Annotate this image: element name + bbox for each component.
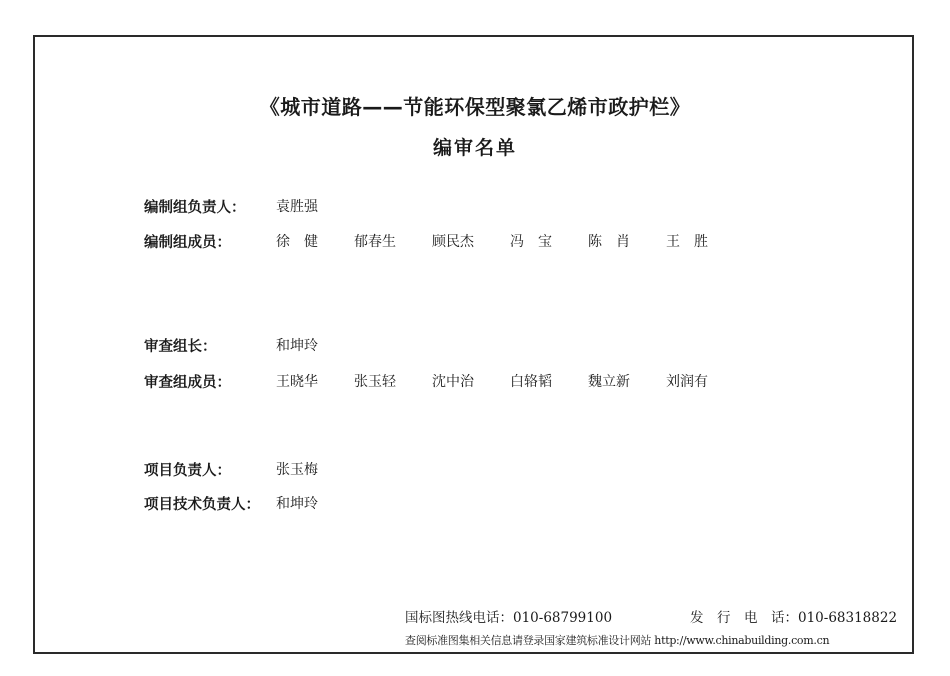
project-lead-names	[276, 459, 354, 479]
person-name: 袁胜强	[276, 199, 318, 215]
review-members-label: 审查组成员：	[144, 374, 231, 391]
person-name: 王 胜	[666, 234, 708, 250]
document-subtitle: 编审名单	[432, 137, 517, 159]
project-tech-lead-label: 项目技术负责人：	[144, 496, 260, 513]
person-name: 沈中治	[432, 374, 474, 390]
review-lead-names	[276, 335, 354, 355]
compile-lead-label: 编制组负责人：	[144, 199, 246, 216]
review-lead-row	[144, 334, 354, 356]
person-name: 魏立新	[588, 374, 630, 390]
issue-phone-text: 发 行 电 话：010-68318822	[690, 610, 898, 626]
person-name: 顾民杰	[432, 234, 474, 250]
project-tech-lead-names	[276, 493, 354, 513]
footer-phones	[405, 606, 897, 626]
document-title: 《城市道路——节能环保型聚氯乙烯市政护栏》	[259, 95, 691, 119]
person-name: 郁春生	[354, 234, 396, 250]
project-lead-row	[144, 458, 354, 480]
compile-members-row	[144, 230, 744, 252]
person-name: 和坤玲	[276, 496, 318, 512]
person-name: 徐 健	[276, 234, 318, 250]
person-name: 张玉轻	[354, 374, 396, 390]
compile-members-label: 编制组成员：	[144, 234, 231, 251]
person-name: 刘润有	[666, 374, 708, 390]
compile-members-names	[276, 231, 744, 251]
compile-lead-row	[144, 195, 354, 217]
person-name: 和坤玲	[276, 338, 318, 354]
person-name: 陈 肖	[588, 234, 630, 250]
project-tech-lead-row	[144, 492, 354, 514]
compile-lead-names	[276, 196, 354, 216]
person-name: 白辂韬	[510, 374, 552, 390]
project-lead-label: 项目负责人：	[144, 462, 231, 479]
hotline-text: 国标图热线电话：010-68799100	[405, 610, 613, 626]
review-lead-label: 审查组长：	[144, 338, 217, 355]
person-name: 王晓华	[276, 374, 318, 390]
review-members-row	[144, 370, 744, 392]
person-name: 张玉梅	[276, 462, 318, 478]
person-name: 冯 宝	[510, 234, 552, 250]
website-note: 查阅标准图集相关信息请登录国家建筑标准设计网站 http://www.chinabuilding.com.cn	[405, 634, 830, 647]
review-members-names	[276, 371, 744, 391]
